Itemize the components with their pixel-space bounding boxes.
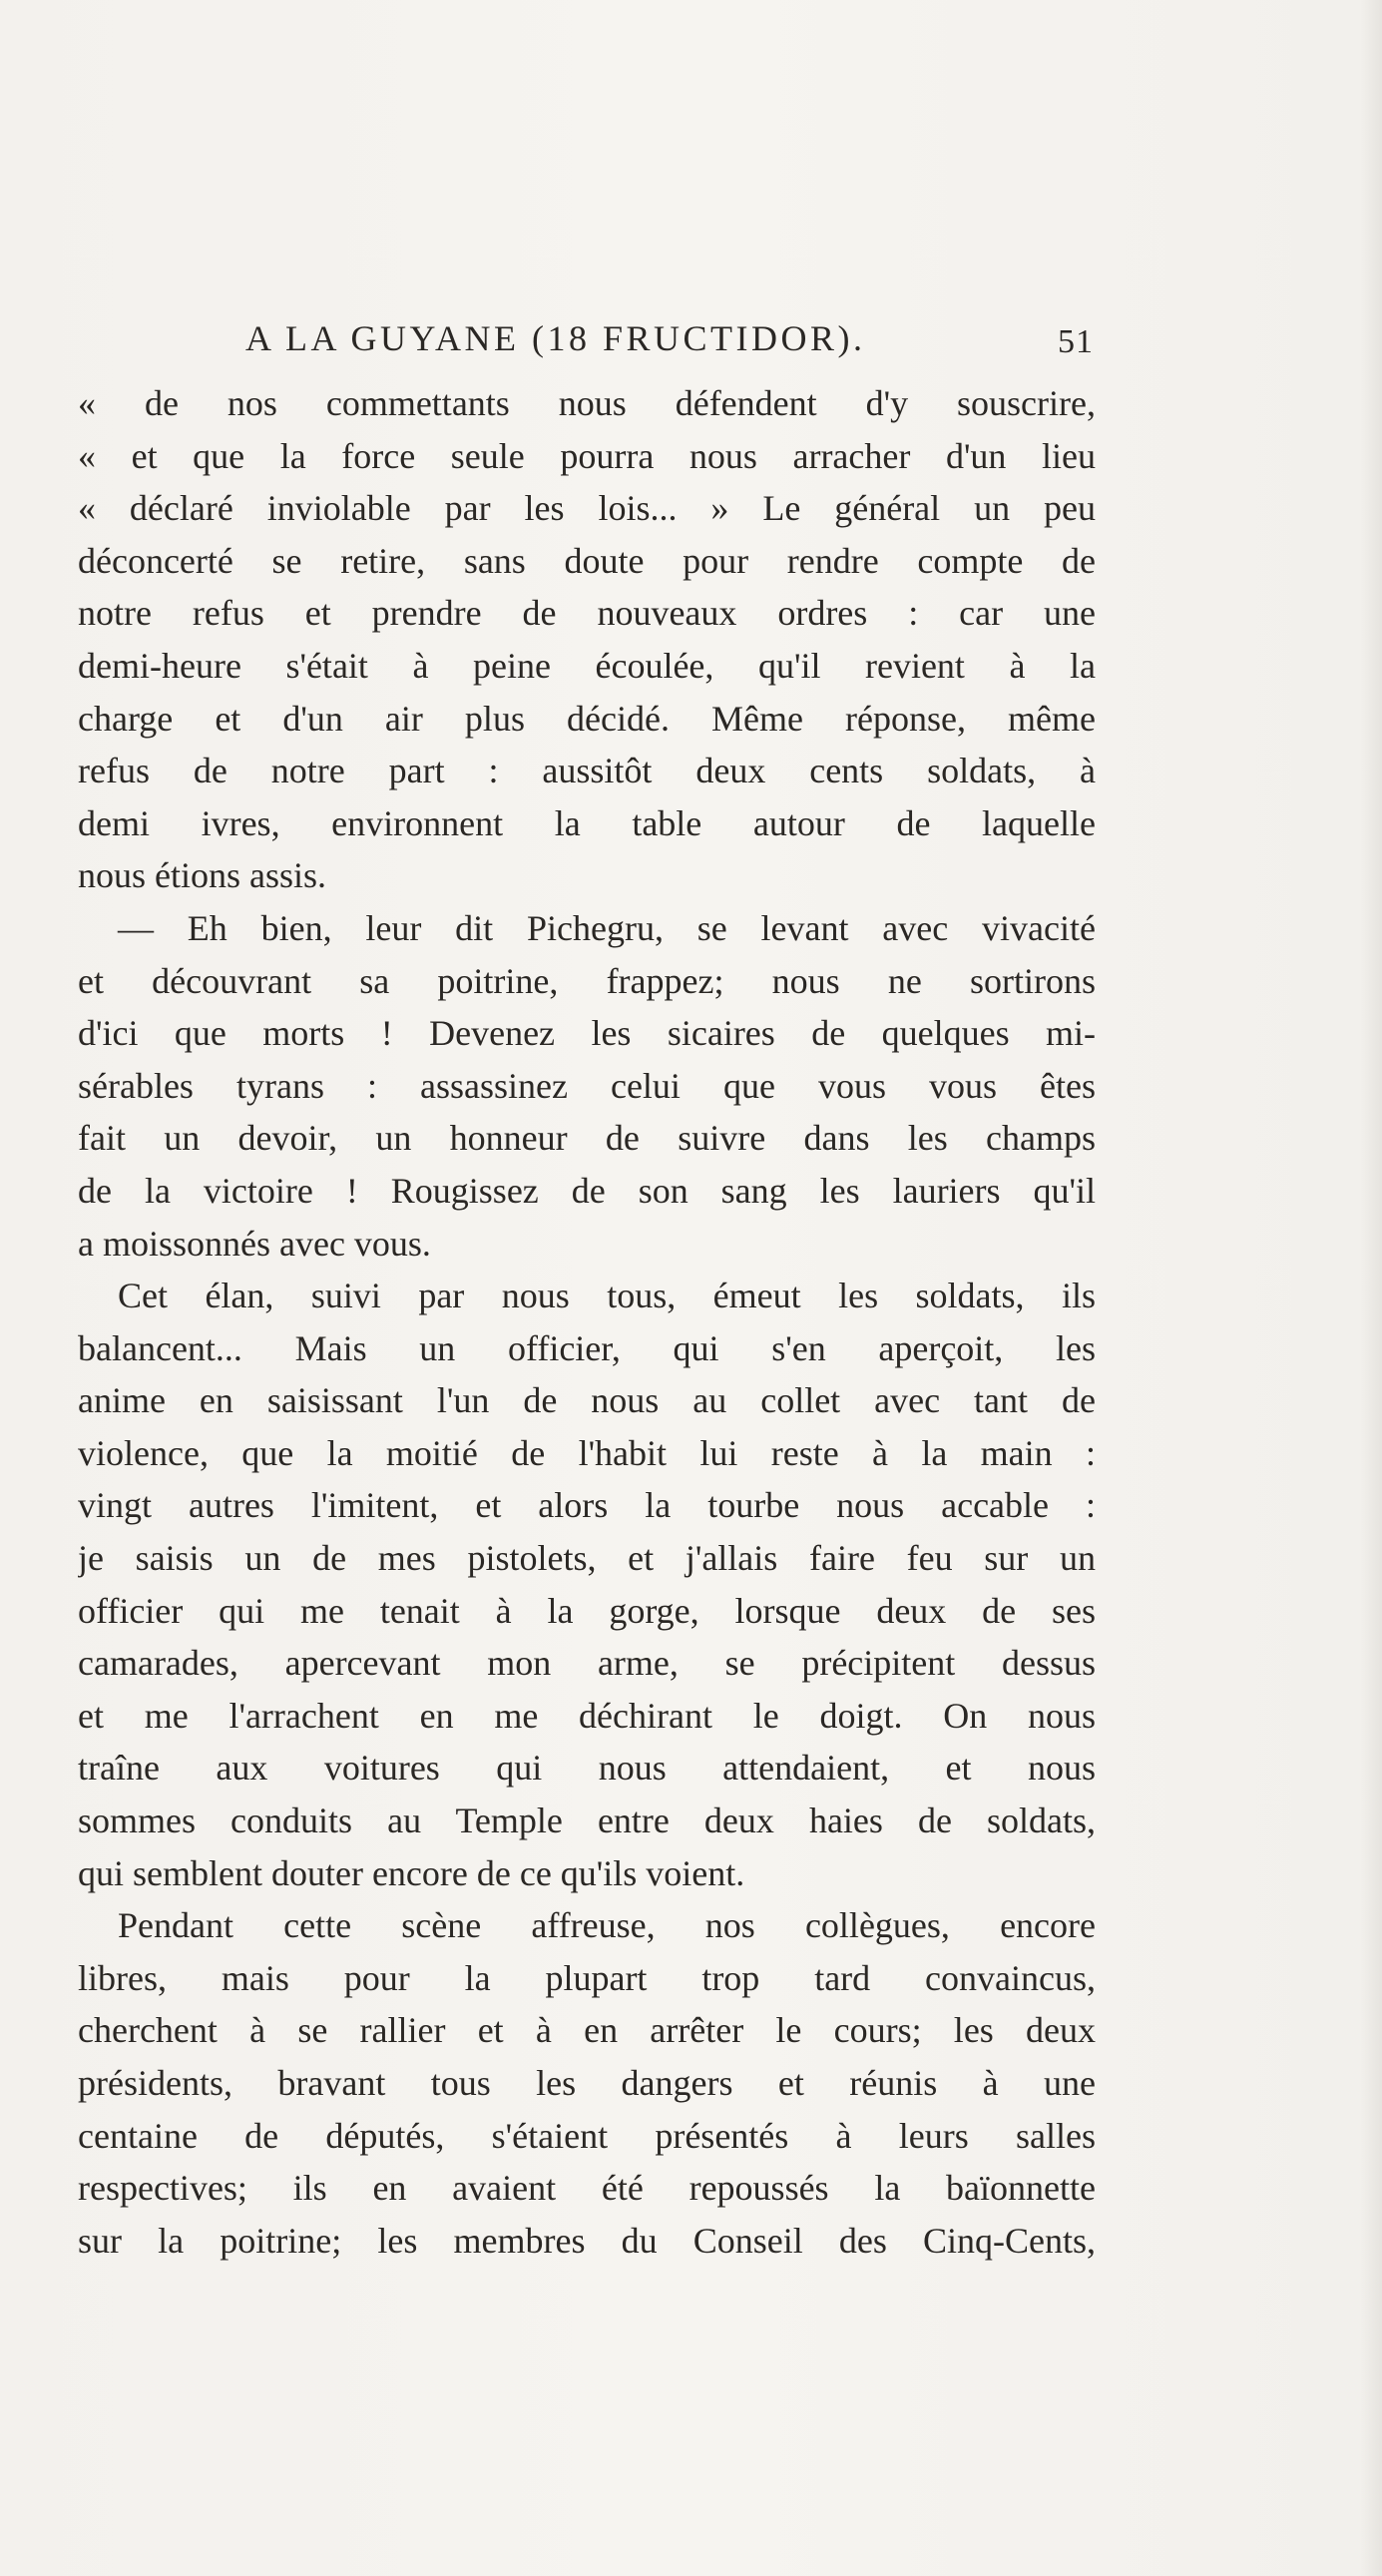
text-line: cherchent à se rallier et à en arrêter le cours; les deux	[78, 2010, 1096, 2051]
text-line: libres, mais pour la plupart trop tard convaincus,	[78, 1957, 1096, 1998]
text-line: violence, que la moitié de l'habit lui reste à la main :	[78, 1432, 1096, 1473]
page-edge-shadow	[1360, 0, 1382, 2576]
text-line: je saisis un de mes pistolets, et j'allais faire feu sur un	[78, 1538, 1096, 1579]
text-line: officier qui me tenait à la gorge, lorsque deux de ses	[78, 1590, 1096, 1631]
body-text	[78, 377, 1096, 2267]
text-line: déconcerté se retire, sans doute pour rendre compte de	[78, 540, 1096, 581]
text-line: centaine de députés, s'étaient présentés à leurs salles	[78, 2115, 1096, 2156]
text-line: balancent... Mais un officier, qui s'en aperçoit, les	[78, 1327, 1096, 1368]
text-line: Pendant cette scène affreuse, nos collègues, encore	[118, 1905, 1096, 1946]
text-line: a moissonnés avec vous.	[78, 1223, 431, 1264]
text-line: vingt autres l'imitent, et alors la tourbe nous accable :	[78, 1485, 1096, 1526]
text-line: qui semblent douter encore de ce qu'ils voient.	[78, 1852, 745, 1893]
text-line: anime en saisissant l'un de nous au collet avec tant de	[78, 1380, 1096, 1421]
text-line: présidents, bravant tous les dangers et réunis à une	[78, 2063, 1096, 2103]
text-line: « et que la force seule pourra nous arracher d'un lieu	[78, 435, 1096, 476]
text-line: camarades, apercevant mon arme, se précipitent dessus	[78, 1643, 1096, 1684]
text-line: — Eh bien, leur dit Pichegru, se levant avec vivacité	[118, 907, 1096, 948]
text-line: sérables tyrans : assassinez celui que vous vous êtes	[78, 1065, 1096, 1106]
running-head: A LA GUYANE (18 FRUCTIDOR).	[245, 318, 866, 358]
text-line: notre refus et prendre de nouveaux ordres : car une	[78, 593, 1096, 634]
text-line: « de nos commettants nous défendent d'y souscrire,	[78, 383, 1096, 423]
text-line: refus de notre part : aussitôt deux cents soldats, à	[78, 751, 1096, 791]
text-line: traîne aux voitures qui nous attendaient, et nous	[78, 1748, 1096, 1789]
text-line: sommes conduits au Temple entre deux haies de soldats,	[78, 1801, 1096, 1841]
text-line: d'ici que morts ! Devenez les sicaires de quelques mi-	[78, 1013, 1096, 1054]
text-line: respectives; ils en avaient été repoussés la baïonnette	[78, 2168, 1096, 2209]
text-line: et découvrant sa poitrine, frappez; nous ne sortirons	[78, 960, 1096, 1001]
text-line: charge et d'un air plus décidé. Même réponse, même	[78, 698, 1096, 739]
page-header	[78, 317, 1094, 363]
text-line: fait un devoir, un honneur de suivre dans les champs	[78, 1118, 1096, 1159]
text-line: demi-heure s'était à peine écoulée, qu'il revient à la	[78, 645, 1096, 686]
text-line: sur la poitrine; les membres du Conseil des Cinq-Cents,	[78, 2220, 1096, 2261]
text-line: nous étions assis.	[78, 855, 327, 896]
text-line: et me l'arrachent en me déchirant le doigt. On nous	[78, 1695, 1096, 1736]
text-line: Cet élan, suivi par nous tous, émeut les soldats, ils	[118, 1276, 1096, 1316]
text-line: « déclaré inviolable par les lois... » Le général un peu	[78, 488, 1096, 529]
text-line: demi ivres, environnent la table autour de laquelle	[78, 802, 1096, 843]
page-number: 51	[1058, 323, 1094, 360]
text-line: de la victoire ! Rougissez de son sang les lauriers qu'il	[78, 1170, 1096, 1211]
